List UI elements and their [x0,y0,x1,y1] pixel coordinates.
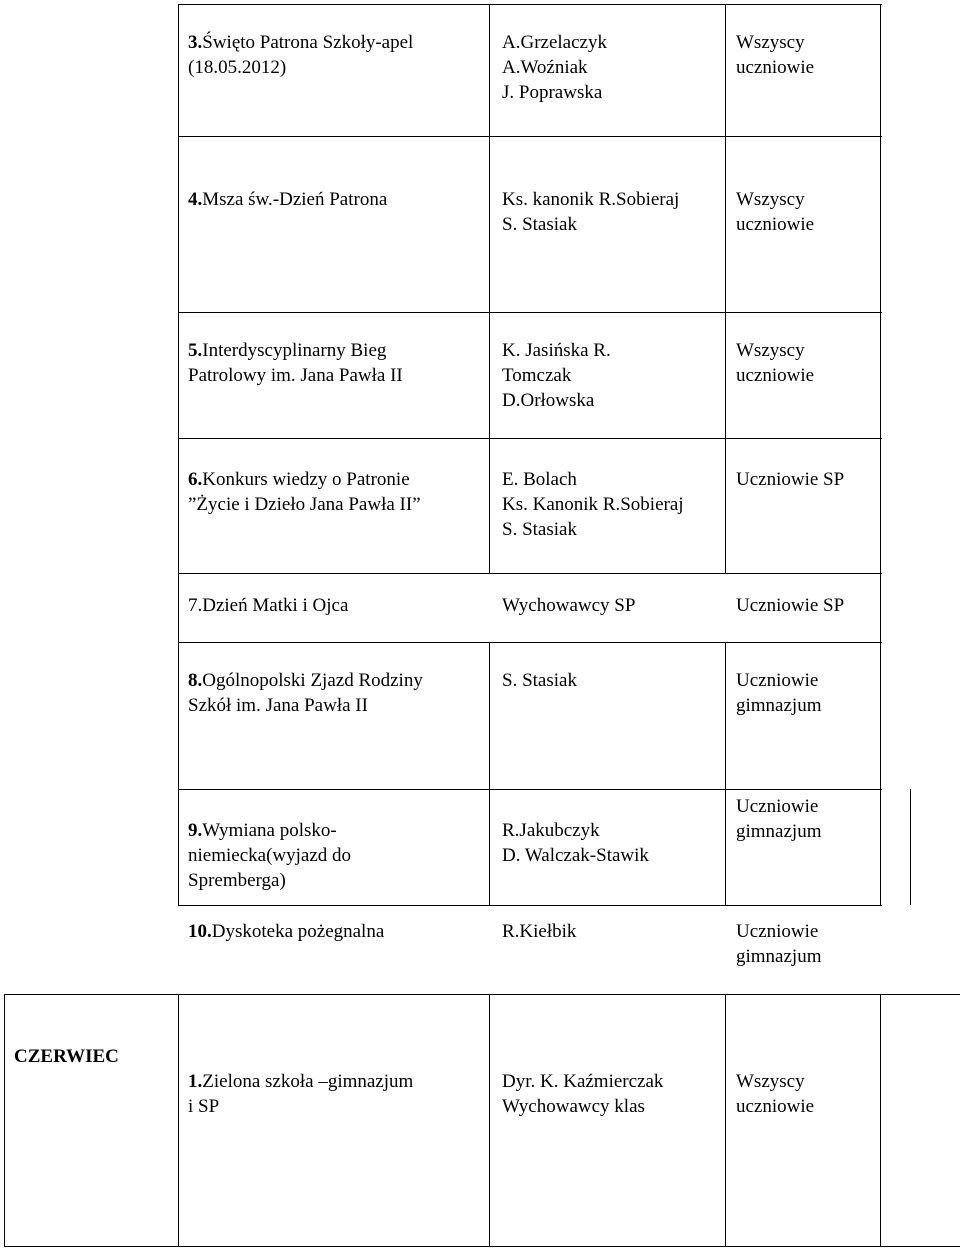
responsible-cell: S. Stasiak [502,670,577,691]
col-divider [178,4,179,905]
event-number: 5. [188,340,203,361]
event-cell [188,467,421,517]
event-number: 8. [188,670,203,691]
col-divider [489,642,490,905]
participants-cell: Wszyscy uczniowie [736,32,815,78]
event-cell [188,818,351,893]
participants-cell: Uczniowie gimnazjum [736,670,822,716]
row-divider [178,4,882,5]
event-cell [188,30,413,80]
col-divider [880,4,881,905]
row-divider [178,136,882,137]
col-divider [725,4,726,573]
row-divider [178,905,882,906]
event-title: Dzień Matki i Ojca [202,595,349,616]
event-title: Wymiana polsko- niemiecka(wyjazd do Spremberga) [188,820,352,891]
row-divider [178,789,882,790]
row-divider [178,573,882,574]
participants-cell: Uczniowie gimnazjum [736,921,822,967]
participants-cell: Wszyscy uczniowie [736,1071,815,1117]
event-number: 10. [188,921,212,942]
event-title: Dyskoteka pożegnalna [211,921,385,942]
participants-cell: Wszyscy uczniowie [736,189,815,235]
event-number: 7. [188,595,203,616]
col-divider [725,994,726,1246]
row-divider [4,994,960,995]
participants-cell: Uczniowie gimnazjum [736,796,822,842]
event-title: Konkurs wiedzy o Patronie ”Życie i Dzieło Jana Pawła II” [188,469,421,515]
event-number: 4. [188,189,203,210]
event-title: Interdyscyplinarny Bieg Patrolowy im. Jana Pawła II [188,340,403,386]
event-cell [188,338,403,388]
event-cell [188,187,387,212]
responsible-cell: Wychowawcy SP [502,595,636,616]
col-divider [489,994,490,1246]
event-title: Święto Patrona Szkoły-apel (18.05.2012) [188,32,414,78]
responsible-cell: R.Kiełbik [502,921,577,942]
event-number: 6. [188,469,203,490]
month-label: CZERWIEC [14,1046,119,1067]
row-divider [4,1246,960,1247]
responsible-cell: Ks. kanonik R.Sobieraj S. Stasiak [502,189,680,235]
col-divider [489,4,490,573]
event-cell [188,668,423,718]
participants-cell: Uczniowie SP [736,595,845,616]
col-divider [880,994,881,1246]
event-cell [188,593,348,618]
event-number: 1. [188,1071,203,1092]
event-title: Msza św.-Dzień Patrona [202,189,388,210]
row-divider [178,642,882,643]
row-divider [178,438,882,439]
participants-cell: Wszyscy uczniowie [736,340,815,386]
event-cell [188,919,384,944]
col-divider [910,789,911,905]
row-divider [178,312,882,313]
responsible-cell: K. Jasińska R. Tomczak D.Orłowska [502,340,611,411]
responsible-cell: Dyr. K. Kaźmierczak Wychowawcy klas [502,1071,664,1117]
responsible-cell: E. Bolach Ks. Kanonik R.Sobieraj S. Stasiak [502,469,684,540]
event-number: 9. [188,820,203,841]
responsible-cell: R.Jakubczyk D. Walczak-Stawik [502,820,649,866]
col-divider [4,994,5,1246]
event-title: Ogólnopolski Zjazd Rodziny Szkół im. Jana Pawła II [188,670,423,716]
event-cell [188,1069,413,1119]
participants-cell: Uczniowie SP [736,469,845,490]
event-title: Zielona szkoła –gimnazjum i SP [188,1071,414,1117]
responsible-cell: A.Grzelaczyk A.Woźniak J. Poprawska [502,32,607,103]
col-divider [178,994,179,1246]
event-number: 3. [188,32,203,53]
col-divider [725,642,726,905]
